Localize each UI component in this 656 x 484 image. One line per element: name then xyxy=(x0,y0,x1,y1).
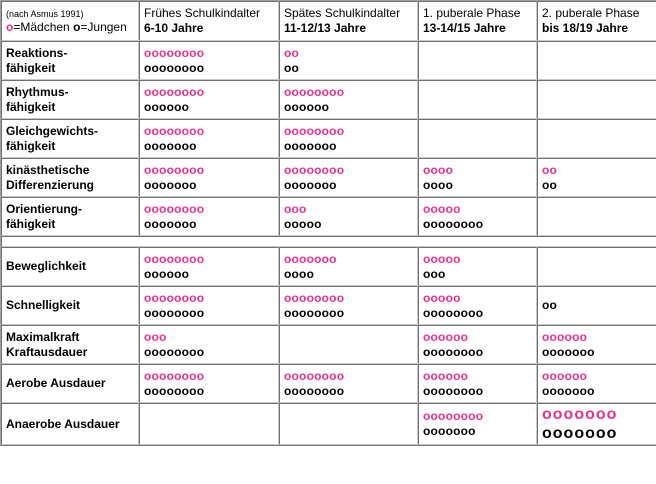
rating-cell xyxy=(279,325,418,364)
rating-cell xyxy=(139,403,279,445)
rating-cell xyxy=(537,80,656,119)
rating-cell xyxy=(139,80,279,119)
jungen-rating: oooooooo xyxy=(144,305,205,320)
column-header xyxy=(537,1,656,41)
rating-cell xyxy=(418,41,537,80)
legend-jungen-text: =Jungen xyxy=(80,19,127,34)
section-divider xyxy=(1,236,656,247)
maedchen-rating: oooooooo xyxy=(144,290,205,305)
jungen-rating: ooooooo xyxy=(284,177,337,192)
column-age: bis 18/19 Jahre xyxy=(542,21,629,35)
maedchen-rating: ooooooo xyxy=(284,251,337,266)
row-label: Orientierung- fähigkeit xyxy=(1,197,139,236)
rating-cell xyxy=(418,286,537,325)
maedchen-rating: oooooo xyxy=(423,329,469,344)
maedchen-rating: oooooooo xyxy=(144,123,205,138)
jungen-rating: ooooo xyxy=(284,216,322,231)
table-row xyxy=(1,325,656,364)
maedchen-rating: oo xyxy=(542,162,558,177)
rating-cell xyxy=(418,80,537,119)
legend-maedchen-text: =Mädchen xyxy=(13,19,74,34)
row-label: Reaktions- fähigkeit xyxy=(1,41,139,80)
rating-cell xyxy=(139,247,279,286)
column-header xyxy=(139,1,279,41)
table-row xyxy=(1,119,656,158)
row-label: kinästhetische Differenzierung xyxy=(1,158,139,197)
rating-cell xyxy=(537,364,656,403)
maedchen-rating: oooooo xyxy=(423,368,469,383)
maedchen-rating: oooooooo xyxy=(284,368,345,383)
source-note: (nach Asmus 1991) xyxy=(6,8,84,19)
jungen-rating: oo xyxy=(542,177,558,192)
jungen-rating: oooooooo xyxy=(144,383,205,398)
rating-cell xyxy=(418,119,537,158)
table-row xyxy=(1,364,656,403)
maedchen-rating: ooo xyxy=(144,329,167,344)
row-label: Anaerobe Ausdauer xyxy=(1,403,139,445)
rating-cell xyxy=(418,197,537,236)
rating-cell xyxy=(279,286,418,325)
jungen-rating: ooooooo xyxy=(144,216,197,231)
jungen-rating: ooo xyxy=(423,266,446,281)
jungen-rating: oooooo xyxy=(144,266,190,281)
column-title: 1. puberale Phase xyxy=(423,6,521,20)
rating-cell xyxy=(279,119,418,158)
jungen-rating: oooooooo xyxy=(144,344,205,359)
rating-cell xyxy=(139,41,279,80)
table-row xyxy=(1,403,656,445)
rating-cell xyxy=(279,364,418,403)
maedchen-rating: oooooooo xyxy=(144,162,205,177)
maedchen-rating: oooooooo xyxy=(144,251,205,266)
jungen-rating: ooooooo xyxy=(542,425,618,442)
maedchen-rating: ooooooo xyxy=(542,406,618,423)
rating-cell xyxy=(279,403,418,445)
rating-cell xyxy=(139,286,279,325)
jungen-rating: oooooooo xyxy=(144,60,205,75)
rating-cell xyxy=(279,247,418,286)
jungen-rating: ooooooo xyxy=(542,383,595,398)
jungen-rating: ooooooo xyxy=(144,138,197,153)
table-row xyxy=(1,197,656,236)
jungen-rating: oooooo xyxy=(144,99,190,114)
maedchen-rating: oooooooo xyxy=(144,45,205,60)
maedchen-rating: oooo xyxy=(423,162,454,177)
column-age: 13-14/15 Jahre xyxy=(423,21,506,35)
maedchen-rating: ooooo xyxy=(423,290,461,305)
rating-cell xyxy=(537,403,656,445)
table-row xyxy=(1,41,656,80)
maedchen-rating: ooo xyxy=(284,201,307,216)
maedchen-rating: oooooo xyxy=(542,329,588,344)
jungen-rating: oooooo xyxy=(284,99,330,114)
jungen-rating: oooooooo xyxy=(423,305,484,320)
column-title: Spätes Schulkindalter xyxy=(284,6,401,20)
maedchen-rating: oooooooo xyxy=(284,162,345,177)
header-row xyxy=(1,1,656,41)
row-label: Schnelligkeit xyxy=(1,286,139,325)
legend xyxy=(6,20,134,35)
rating-cell xyxy=(139,197,279,236)
rating-cell xyxy=(139,158,279,197)
maedchen-rating: oooooooo xyxy=(284,123,345,138)
rating-cell xyxy=(418,158,537,197)
rating-cell xyxy=(139,119,279,158)
maedchen-rating: oooooooo xyxy=(284,84,345,99)
maedchen-rating: oooooo xyxy=(542,368,588,383)
rating-cell xyxy=(537,119,656,158)
jungen-rating: ooooooo xyxy=(144,177,197,192)
rating-cell xyxy=(279,197,418,236)
column-age: 6-10 Jahre xyxy=(144,21,204,35)
jungen-rating: oooooooo xyxy=(423,216,484,231)
table-row xyxy=(1,158,656,197)
maedchen-rating: ooooo xyxy=(423,201,461,216)
rating-cell xyxy=(279,80,418,119)
jungen-rating: ooooooo xyxy=(284,138,337,153)
jungen-rating: oooo xyxy=(423,177,454,192)
rating-cell xyxy=(537,41,656,80)
rating-cell xyxy=(139,325,279,364)
jungen-rating: oooooooo xyxy=(423,344,484,359)
rating-cell xyxy=(537,325,656,364)
maedchen-rating: oooooooo xyxy=(284,290,345,305)
rating-cell xyxy=(139,364,279,403)
jungen-rating: oooooooo xyxy=(284,305,345,320)
rating-cell xyxy=(537,158,656,197)
rating-cell xyxy=(418,325,537,364)
jungen-rating: oooooooo xyxy=(284,383,345,398)
rating-cell xyxy=(418,364,537,403)
jungen-rating: oooooooo xyxy=(423,383,484,398)
row-label: Gleichgewichts- fähigkeit xyxy=(1,119,139,158)
legend-maedchen-symbol: o xyxy=(6,19,14,34)
rating-cell xyxy=(537,247,656,286)
jungen-rating: ooooooo xyxy=(542,344,595,359)
maedchen-rating: oooooooo xyxy=(144,84,205,99)
column-title: 2. puberale Phase xyxy=(542,6,640,20)
row-label: Beweglichkeit xyxy=(1,247,139,286)
rating-cell xyxy=(418,247,537,286)
rating-cell xyxy=(279,158,418,197)
rating-cell xyxy=(418,403,537,445)
table-row xyxy=(1,80,656,119)
table-row xyxy=(1,286,656,325)
maedchen-rating: oooooooo xyxy=(423,409,484,423)
column-header xyxy=(279,1,418,41)
header-legend-cell xyxy=(1,1,139,41)
row-label: Maximalkraft Kraftausdauer xyxy=(1,325,139,364)
jungen-rating: oo xyxy=(284,60,300,75)
column-header xyxy=(418,1,537,41)
maedchen-rating: oo xyxy=(284,45,300,60)
rating-cell xyxy=(537,286,656,325)
maedchen-rating: oooooooo xyxy=(144,201,205,216)
rating-cell xyxy=(279,41,418,80)
rating-cell xyxy=(537,197,656,236)
maedchen-rating: ooooo xyxy=(423,251,461,266)
column-title: Frühes Schulkindalter xyxy=(144,6,261,20)
row-label: Rhythmus- fähigkeit xyxy=(1,80,139,119)
legend-jungen-symbol: o xyxy=(73,19,81,34)
row-label: Aerobe Ausdauer xyxy=(1,364,139,403)
jungen-rating: oo xyxy=(542,298,558,312)
maedchen-rating: oooooooo xyxy=(144,368,205,383)
jungen-rating: oooo xyxy=(284,266,315,281)
jungen-rating: ooooooo xyxy=(423,424,476,438)
table-row xyxy=(1,247,656,286)
column-age: 11-12/13 Jahre xyxy=(284,21,367,35)
